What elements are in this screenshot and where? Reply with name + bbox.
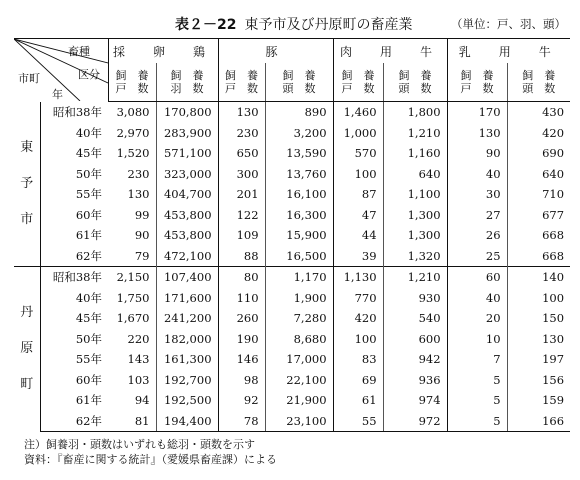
value-cell: 21,900 [265, 390, 333, 411]
value-cell: 472,100 [156, 246, 218, 267]
value-cell: 2,970 [116, 125, 150, 140]
value-cell: 5 [447, 411, 507, 432]
table-title [175, 14, 412, 34]
group-header-layer-chicken: 採 卵 鶏 [108, 39, 218, 64]
value-cell: 161,300 [156, 349, 218, 370]
value-cell: 26 [447, 225, 507, 246]
value-cell: 600 [383, 329, 447, 350]
table-row [14, 308, 570, 329]
value-cell: 30 [447, 184, 507, 205]
value-cell: 10 [447, 329, 507, 350]
year-cell: 61年 [75, 228, 102, 243]
value-cell: 936 [383, 370, 447, 391]
year-cell: 40年 [75, 125, 102, 140]
value-cell: 283,900 [156, 123, 218, 144]
value-cell: 230 [127, 166, 150, 181]
table-name: 東予市及び丹原町の畜産業 [244, 17, 413, 33]
value-cell: 420 [507, 123, 570, 144]
value-cell: 668 [507, 246, 570, 267]
column-header [265, 63, 333, 102]
value-cell: 171,600 [156, 288, 218, 309]
municipality-cell [14, 102, 40, 267]
value-cell: 192,500 [156, 390, 218, 411]
value-cell: 570 [333, 143, 383, 164]
value-cell: 60 [447, 267, 507, 288]
value-cell: 974 [383, 390, 447, 411]
value-cell: 47 [333, 205, 383, 226]
value-cell: 8,680 [265, 329, 333, 350]
value-cell: 166 [507, 411, 570, 432]
column-header-line2: 頭 数 [282, 82, 316, 95]
value-cell: 192,700 [156, 370, 218, 391]
value-cell: 130 [447, 123, 507, 144]
value-cell: 87 [333, 184, 383, 205]
footnote-source: 資料：『畜産に関する統計』（愛媛県畜産課）による [24, 453, 277, 466]
municipality-char: 原 [20, 341, 34, 357]
header-row-groups [14, 39, 570, 64]
table-row [14, 329, 570, 350]
value-cell: 16,500 [265, 246, 333, 267]
municipality-char: 市 [20, 211, 34, 227]
column-header-line2: 戸 数 [115, 82, 149, 95]
year-cell: 62年 [75, 248, 102, 263]
value-cell: 13,590 [265, 143, 333, 164]
value-cell: 3,200 [265, 123, 333, 144]
value-cell: 197 [507, 349, 570, 370]
value-cell: 420 [333, 308, 383, 329]
column-header [333, 63, 383, 102]
municipality-cell [14, 267, 40, 432]
value-cell: 78 [218, 411, 265, 432]
value-cell: 770 [333, 288, 383, 309]
value-cell: 430 [507, 102, 570, 123]
value-cell: 110 [218, 288, 265, 309]
value-cell: 107,400 [156, 267, 218, 288]
column-header-line1: 飼 養 [115, 69, 149, 82]
value-cell: 99 [134, 207, 150, 222]
value-cell: 7 [447, 349, 507, 370]
table-row [14, 349, 570, 370]
year-cell: 50年 [75, 331, 102, 346]
value-cell: 15,900 [265, 225, 333, 246]
value-cell: 170 [447, 102, 507, 123]
value-cell: 20 [447, 308, 507, 329]
corner-label-year: 年 [52, 88, 63, 101]
value-cell: 230 [218, 123, 265, 144]
value-cell: 79 [134, 248, 150, 263]
municipality-char: 町 [20, 377, 34, 393]
value-cell: 88 [218, 246, 265, 267]
value-cell: 22,100 [265, 370, 333, 391]
year-cell: 60年 [75, 207, 102, 222]
year-cell: 45年 [75, 146, 102, 161]
value-cell: 890 [265, 102, 333, 123]
value-cell: 404,700 [156, 184, 218, 205]
municipality-char: 東 [20, 139, 34, 155]
table-row [14, 390, 570, 411]
group-header-dairy-cattle: 乳 用 牛 [447, 39, 570, 64]
value-cell: 1,210 [383, 267, 447, 288]
table-row [14, 184, 570, 205]
value-cell: 5 [447, 390, 507, 411]
column-header-line1: 飼 養 [398, 69, 432, 82]
value-cell: 100 [507, 288, 570, 309]
column-header [156, 63, 218, 102]
value-cell: 194,400 [156, 411, 218, 432]
year-cell: 昭和38年 [40, 267, 108, 288]
table-row [14, 246, 570, 267]
value-cell: 1,460 [333, 102, 383, 123]
value-cell: 201 [218, 184, 265, 205]
table-number: 表２－22 [175, 17, 237, 33]
value-cell: 640 [507, 164, 570, 185]
table-row [14, 370, 570, 391]
value-cell: 25 [447, 246, 507, 267]
year-cell: 62年 [40, 411, 108, 432]
value-cell: 143 [127, 352, 150, 367]
column-header-line1: 飼 養 [460, 69, 494, 82]
corner-label-category: 区分 [78, 68, 100, 81]
year-cell: 50年 [75, 166, 102, 181]
value-cell: 1,520 [116, 146, 150, 161]
value-cell: 540 [383, 308, 447, 329]
value-cell: 40 [447, 164, 507, 185]
column-header [108, 63, 156, 102]
year-cell: 61年 [75, 393, 102, 408]
value-cell: 16,100 [265, 184, 333, 205]
unit-note: （単位：戸、羽、頭） [451, 17, 566, 31]
value-cell: 2,150 [108, 267, 156, 288]
value-cell: 7,280 [265, 308, 333, 329]
group-header-beef-cattle: 肉 用 牛 [333, 39, 447, 64]
column-header-line2: 羽 数 [170, 82, 204, 95]
value-cell: 300 [218, 164, 265, 185]
column-header [383, 63, 447, 102]
value-cell: 668 [507, 225, 570, 246]
value-cell: 83 [333, 349, 383, 370]
column-header-line2: 戸 数 [460, 82, 494, 95]
value-cell: 150 [507, 308, 570, 329]
column-header [447, 63, 507, 102]
table-row [14, 225, 570, 246]
table-row [14, 288, 570, 309]
value-cell: 146 [218, 349, 265, 370]
value-cell: 220 [127, 331, 150, 346]
group-header-pig: 豚 [218, 39, 333, 64]
value-cell: 130 [218, 102, 265, 123]
value-cell: 942 [383, 349, 447, 370]
value-cell: 3,080 [116, 105, 150, 120]
value-cell: 1,100 [383, 184, 447, 205]
footnote-note: 注）飼養羽・頭数はいずれも総羽・頭数を示す [24, 438, 255, 451]
value-cell: 170,800 [156, 102, 218, 123]
value-cell: 100 [333, 164, 383, 185]
value-cell: 44 [333, 225, 383, 246]
value-cell: 241,200 [156, 308, 218, 329]
table-row [14, 143, 570, 164]
value-cell: 80 [218, 267, 265, 288]
table-row [14, 205, 570, 226]
value-cell: 1,750 [116, 290, 150, 305]
table-row [14, 411, 570, 432]
value-cell: 1,300 [383, 225, 447, 246]
value-cell: 1,300 [383, 205, 447, 226]
value-cell: 1,320 [383, 246, 447, 267]
corner-label-livestock: 畜種 [68, 45, 90, 58]
value-cell: 156 [507, 370, 570, 391]
year-cell: 40年 [75, 290, 102, 305]
value-cell: 710 [507, 184, 570, 205]
column-header-line1: 飼 養 [282, 69, 316, 82]
value-cell: 55 [333, 411, 383, 432]
value-cell: 453,800 [156, 205, 218, 226]
value-cell: 130 [127, 187, 150, 202]
value-cell: 90 [447, 143, 507, 164]
value-cell: 16,300 [265, 205, 333, 226]
table-row [14, 102, 570, 123]
value-cell: 92 [218, 390, 265, 411]
value-cell: 39 [333, 246, 383, 267]
column-header-line1: 飼 養 [341, 69, 375, 82]
value-cell: 1,170 [265, 267, 333, 288]
value-cell: 1,130 [333, 267, 383, 288]
column-header [507, 63, 570, 102]
column-header-line2: 頭 数 [398, 82, 432, 95]
value-cell: 100 [333, 329, 383, 350]
value-cell: 40 [447, 288, 507, 309]
value-cell: 61 [333, 390, 383, 411]
value-cell: 122 [218, 205, 265, 226]
value-cell: 453,800 [156, 225, 218, 246]
value-cell: 159 [507, 390, 570, 411]
value-cell: 260 [218, 308, 265, 329]
value-cell: 690 [507, 143, 570, 164]
value-cell: 13,760 [265, 164, 333, 185]
footnotes [24, 437, 277, 467]
year-cell: 60年 [75, 372, 102, 387]
municipality-char: 丹 [20, 305, 34, 321]
value-cell: 5 [447, 370, 507, 391]
table-row [14, 267, 570, 288]
value-cell: 640 [383, 164, 447, 185]
value-cell: 98 [218, 370, 265, 391]
value-cell: 930 [383, 288, 447, 309]
corner-label-municipality: 市町 [18, 72, 40, 85]
value-cell: 27 [447, 205, 507, 226]
column-header-line2: 頭 数 [522, 82, 556, 95]
value-cell: 17,000 [265, 349, 333, 370]
value-cell: 1,900 [265, 288, 333, 309]
livestock-table [14, 38, 570, 432]
value-cell: 90 [134, 228, 150, 243]
value-cell: 650 [218, 143, 265, 164]
value-cell: 1,210 [383, 123, 447, 144]
year-cell: 55年 [75, 187, 102, 202]
year-cell: 昭和38年 [52, 105, 102, 119]
value-cell: 130 [507, 329, 570, 350]
title-row [0, 14, 580, 34]
value-cell: 1,160 [383, 143, 447, 164]
value-cell: 23,100 [265, 411, 333, 432]
column-header-line2: 戸 数 [225, 82, 259, 95]
value-cell: 1,800 [383, 102, 447, 123]
column-header [218, 63, 265, 102]
corner-header [14, 39, 108, 102]
value-cell: 140 [507, 267, 570, 288]
value-cell: 182,000 [156, 329, 218, 350]
municipality-char: 予 [20, 175, 34, 191]
year-cell: 55年 [75, 352, 102, 367]
value-cell: 81 [108, 411, 156, 432]
table-row [14, 123, 570, 144]
value-cell: 94 [134, 393, 150, 408]
value-cell: 69 [333, 370, 383, 391]
column-header-line1: 飼 養 [170, 69, 204, 82]
column-header-line2: 戸 数 [341, 82, 375, 95]
table-row [14, 164, 570, 185]
year-cell: 45年 [75, 311, 102, 326]
value-cell: 571,100 [156, 143, 218, 164]
value-cell: 103 [127, 372, 150, 387]
value-cell: 677 [507, 205, 570, 226]
column-header-line1: 飼 養 [225, 69, 259, 82]
value-cell: 1,000 [333, 123, 383, 144]
value-cell: 109 [218, 225, 265, 246]
value-cell: 190 [218, 329, 265, 350]
column-header-line1: 飼 養 [522, 69, 556, 82]
value-cell: 323,000 [156, 164, 218, 185]
value-cell: 972 [383, 411, 447, 432]
value-cell: 1,670 [116, 311, 150, 326]
